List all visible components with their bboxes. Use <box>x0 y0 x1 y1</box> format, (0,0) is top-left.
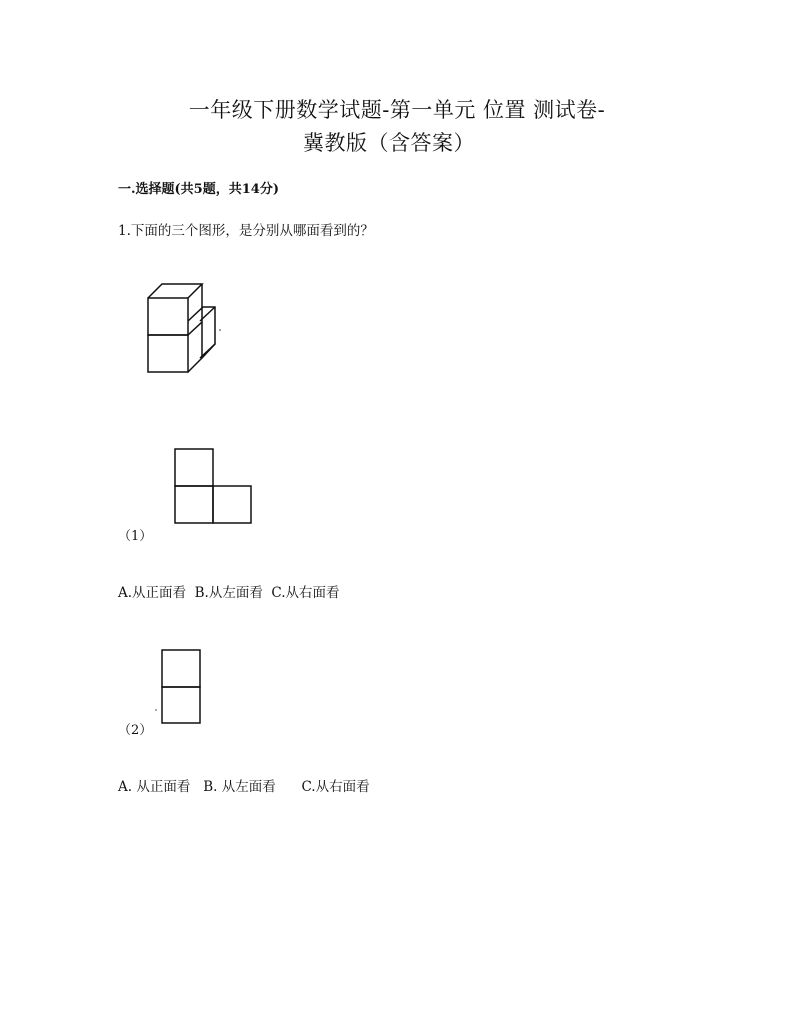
part-1-label: （1） <box>118 529 153 544</box>
question-1-prompt: 1.下面的三个图形，是分别从哪面看到的？ <box>118 223 374 239</box>
part-2-label: （2） <box>118 723 153 738</box>
document-title-line2: 冀教版（含答案） <box>303 131 475 155</box>
part-2-options: A. 从正面看 B. 从左面看 C.从右面看 <box>118 779 370 795</box>
view-figure-1 <box>173 448 253 524</box>
cube-stack-figure <box>140 278 230 378</box>
view-figure-2 <box>154 649 204 725</box>
document-title-line1: 一年级下册数学试题-第一单元 位置 测试卷- <box>188 98 606 122</box>
section-heading: 一.选择题(共5题，共14分) <box>118 182 279 197</box>
part-1-options: A.从正面看 B.从左面看 C.从右面看 <box>118 585 340 601</box>
